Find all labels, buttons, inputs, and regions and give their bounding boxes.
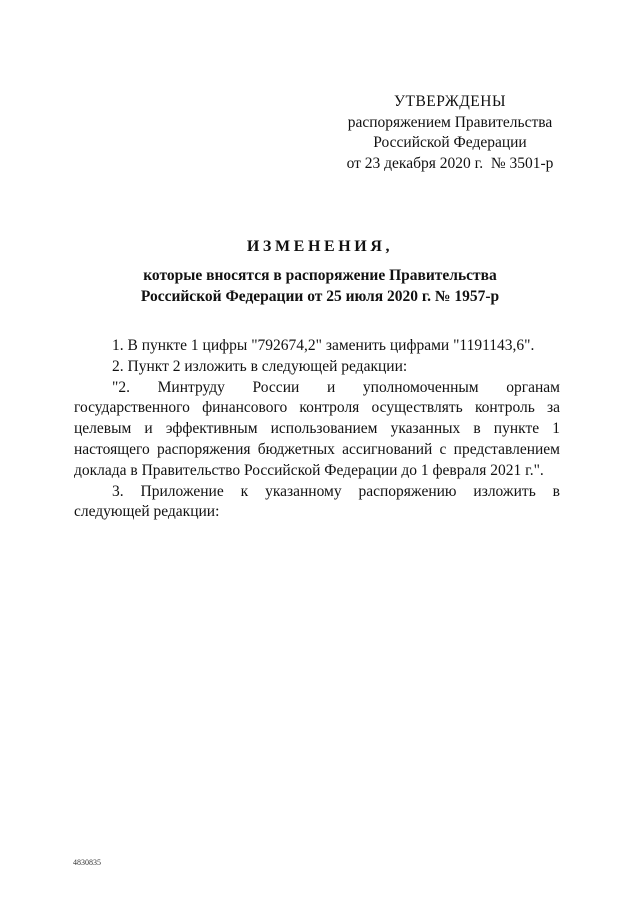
subtitle-line-2: Российской Федерации от 25 июля 2020 г. № 1957-р (140, 288, 500, 305)
subtitle-line-1: которые вносятся в распоряжение Правительства (143, 267, 497, 284)
approval-date-number: от 23 декабря 2020 г. № 3501-р (346, 154, 554, 172)
approval-stamp (330, 92, 570, 174)
paragraph-1: 1. В пункте 1 цифры "792674,2" заменить цифрами "1191143,6". (112, 337, 535, 354)
approval-status: УТВЕРЖДЕНЫ (394, 93, 506, 110)
document-body (74, 336, 560, 523)
document-code: 4830835 (73, 858, 101, 867)
approval-authority-body: Российской Федерации (373, 134, 527, 151)
paragraph-3: 3. Приложение к указанному распоряжению изложить в следующей редакции: (74, 482, 560, 521)
document-title: ИЗМЕНЕНИЯ, (246, 238, 394, 255)
approval-authority: распоряжением Правительства (347, 113, 553, 131)
paragraph-2: 2. Пункт 2 изложить в следующей редакции: (112, 357, 408, 375)
document-subtitle (0, 265, 640, 307)
paragraph-2-new-text: "2. Минтруду России и уполномоченным органам государственного финансового контроля осуществлять контроль за целевым и эффективным использованием указанных в пункте 1 настоящего распоряжения бюджетных ассигнований с представлением доклада в Правительство Российской Федерации до 1 февраля 2021 г.". (74, 378, 560, 479)
